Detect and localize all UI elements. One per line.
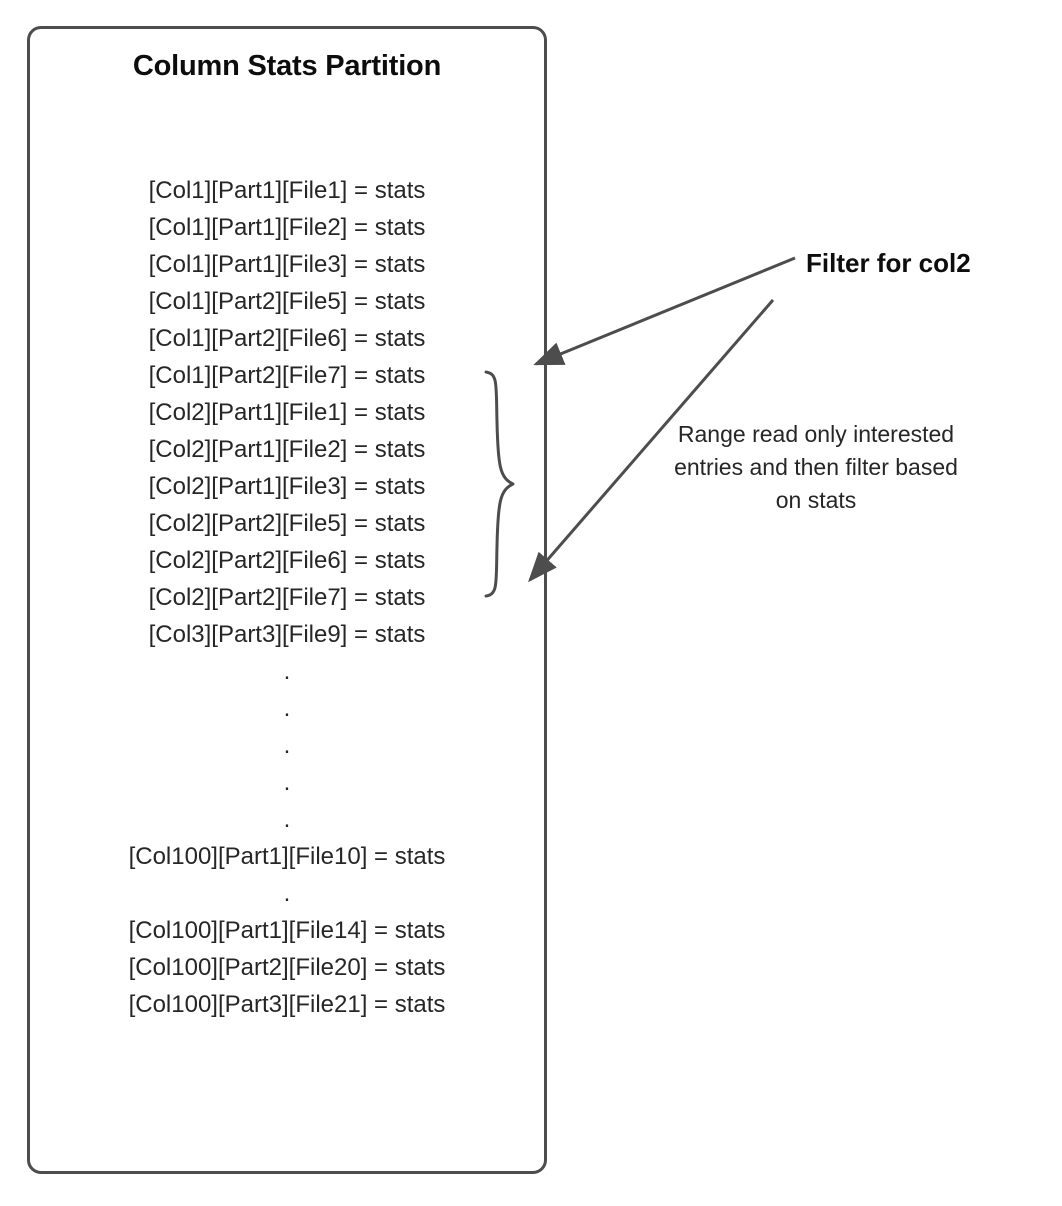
list-item: [Col2][Part2][File7] = stats [148,584,426,611]
ellipsis-dot: . [283,769,291,796]
ellipsis-dot: . [283,806,291,833]
filter-for-col2-label: Filter for col2 [806,248,971,278]
ellipsis-dot: . [283,658,291,685]
curly-brace-icon [482,370,516,598]
list-item: [Col1][Part2][File7] = stats [148,362,426,389]
list-item: [Col2][Part1][File2] = stats [148,436,426,463]
list-item: [Col1][Part1][File3] = stats [148,251,426,278]
page-title: Column Stats Partition [132,50,442,82]
ellipsis-dot: . [283,732,291,759]
list-item: [Col1][Part2][File5] = stats [148,288,426,315]
list-item: [Col1][Part1][File1] = stats [148,177,426,204]
list-item: [Col2][Part2][File6] = stats [148,547,426,574]
list-item: [Col100][Part2][File20] = stats [128,954,446,981]
range-read-note: Range read only interested entries and then filter based on stats [674,421,958,513]
list-item: [Col1][Part2][File6] = stats [148,325,426,352]
list-item: [Col100][Part1][File10] = stats [128,843,446,870]
list-item: [Col100][Part1][File14] = stats [128,917,446,944]
list-item: [Col2][Part2][File5] = stats [148,510,426,537]
ellipsis-dot: . [283,880,291,907]
list-item: [Col2][Part1][File3] = stats [148,473,426,500]
list-item: [Col3][Part3][File9] = stats [148,621,426,648]
list-item: [Col2][Part1][File1] = stats [148,399,426,426]
list-item: [Col100][Part3][File21] = stats [128,991,446,1018]
stats-entry-list [27,172,547,1023]
ellipsis-dot: . [283,695,291,722]
list-item: [Col1][Part1][File2] = stats [148,214,426,241]
